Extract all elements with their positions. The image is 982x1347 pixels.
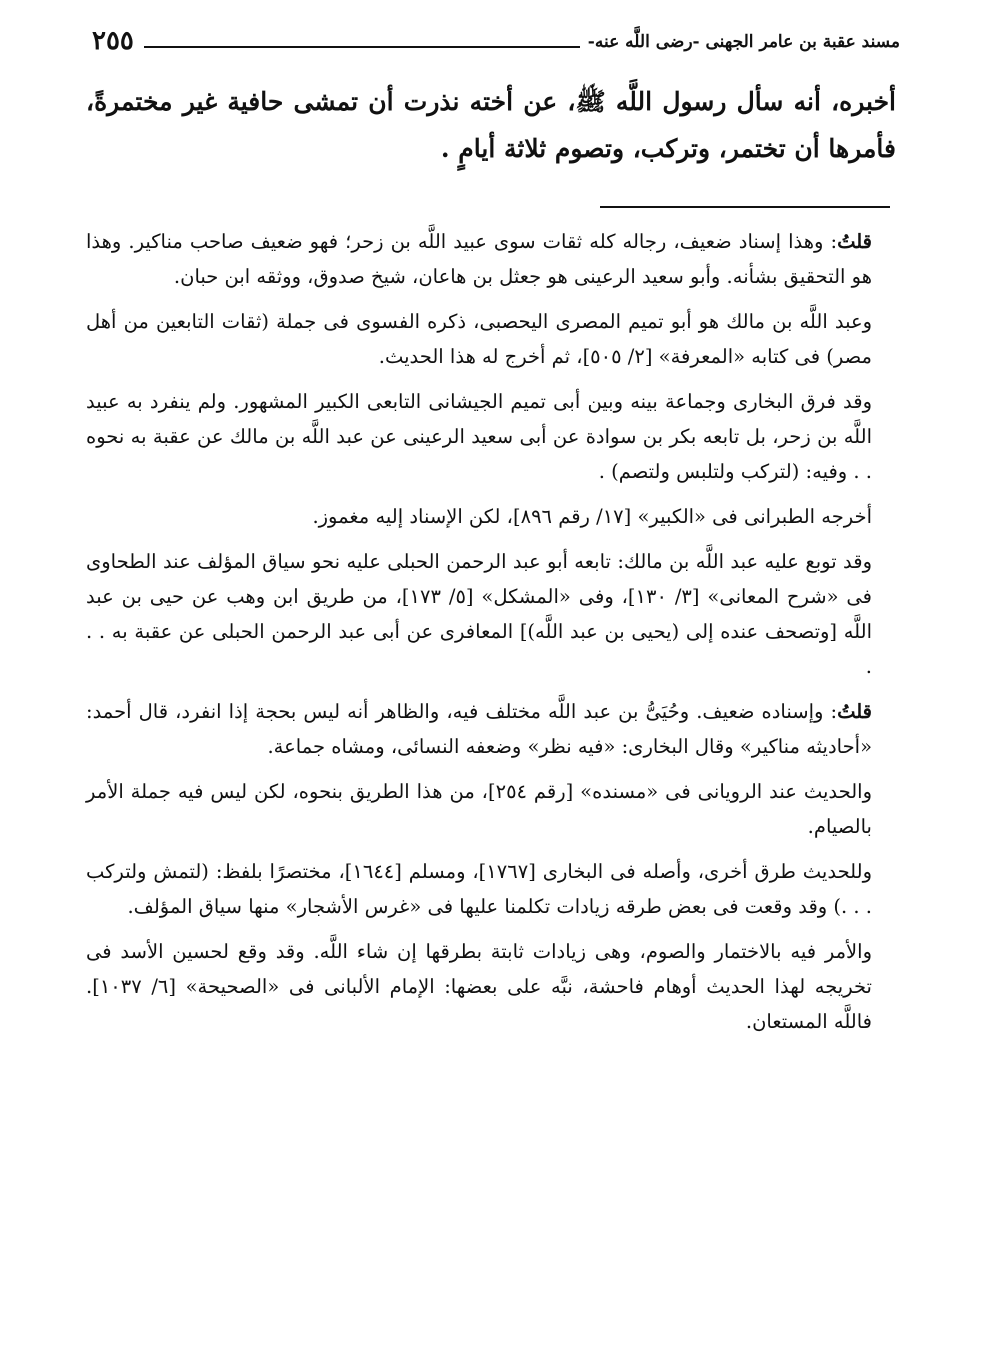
footnote-paragraph <box>86 934 872 1039</box>
footnote-paragraph <box>86 694 872 764</box>
page-number: ٢٥٥ <box>84 26 142 56</box>
hadith-text: أخبره، أنه سأل رسول اللَّه ﷺ، عن أخته نذرت أن تمشى حافية غير مختمرةً، فأمرها أن تختمر، وتركب، وتصوم ثلاثة أيامٍ . <box>86 87 896 163</box>
footnote-paragraph <box>86 774 872 844</box>
footnote-text: : وإسناده ضعيف. وحُيَىُّ بن عبد اللَّه مختلف فيه، والظاهر أنه ليس بحجة إذا انفرد، قال أحمد: «أحاديثه مناكير» وقال البخارى: «فيه نظر» وضعفه النسائى، ومشاه جماعة. <box>86 700 872 758</box>
footnote-paragraph <box>86 304 872 374</box>
footnote-text: وللحديث طرق أخرى، وأصله فى البخارى [١٧٦٧]، ومسلم [١٦٤٤]، مختصرًا بلفظ: (لتمش ولتركب . . .) وقد وقعت فى بعض طرقه زيادات تكلمنا عليها فى «غرس الأشجار» منها سياق المؤلف. <box>86 860 872 918</box>
footnote-text: وعبد اللَّه بن مالك هو أبو تميم المصرى اليحصبى، ذكره الفسوى فى جملة (ثقات التابعين من أهل مصر) فى كتابه «المعرفة» [٢/ ٥٠٥]، ثم أخرج له هذا الحديث. <box>86 310 872 368</box>
footnote-lead: قلتُ <box>837 230 872 253</box>
footnote-paragraph <box>86 499 872 534</box>
footnote-text: وقد توبع عليه عبد اللَّه بن مالك: تابعه أبو عبد الرحمن الحبلى عليه نحو سياق المؤلف عند الطحاوى فى «شرح المعانى» [٣/ ١٣٠]، وفى «المشكل» [٥/ ١٧٣]، من طريق ابن وهب عن حيى بن عبد اللَّه [وتصحف عنده إلى (يحيى بن عبد اللَّه)] المعافرى عن أبى عبد الرحمن الحبلى عن عقبة به . . . <box>86 550 872 678</box>
footnote-text: أخرجه الطبرانى فى «الكبير» [١٧/ رقم ٨٩٦]، لكن الإسناد إليه مغموز. <box>312 505 872 528</box>
header-title: مسند عقبة بن عامر الجهنى -رضى اللَّه عنه- <box>580 32 900 52</box>
footnote-paragraph <box>86 224 872 294</box>
footnote-text: والحديث عند الرويانى فى «مسنده» [رقم ٢٥٤]، من هذا الطريق بنحوه، لكن ليس فيه جملة الأمر بالصيام. <box>86 780 872 838</box>
footnote-text: : وهذا إسناد ضعيف، رجاله كله ثقات سوى عبيد اللَّه بن زحر؛ فهو ضعيف صاحب مناكير. وهذا هو التحقيق بشأنه. وأبو سعيد الرعينى هو جعثل بن هاعان، شيخ صدوق، ووثقه ابن حبان. <box>86 230 872 288</box>
footnote-text: وقد فرق البخارى وجماعة بينه وبين أبى تميم الجيشانى التابعى الكبير المشهور. ولم ينفرد به عبيد اللَّه بن زحر، بل تابعه بكر بن سوادة عن أبى سعيد الرعينى عن عبد اللَّه بن مالك عن عقبة به نحوه . . وفيه: (لتركب ولتلبس ولتصم) . <box>86 390 872 483</box>
footnote-paragraph <box>86 384 872 489</box>
footnote-text: والأمر فيه بالاختمار والصوم، وهى زيادات ثابتة بطرقها إن شاء اللَّه. وقد وقع لحسين الأسد فى تخريجه لهذا الحديث أوهام فاحشة، نبَّه على بعضها: الإمام الألبانى فى «الصحيحة» [٦/ ١٠٣٧]. فاللَّه المستعان. <box>86 940 872 1033</box>
footnote-paragraph <box>86 544 872 684</box>
footnote-paragraph <box>86 854 872 924</box>
running-header <box>84 26 900 60</box>
footnotes <box>86 224 872 1049</box>
footnote-separator <box>600 206 890 208</box>
footnote-lead: قلتُ <box>837 700 872 723</box>
